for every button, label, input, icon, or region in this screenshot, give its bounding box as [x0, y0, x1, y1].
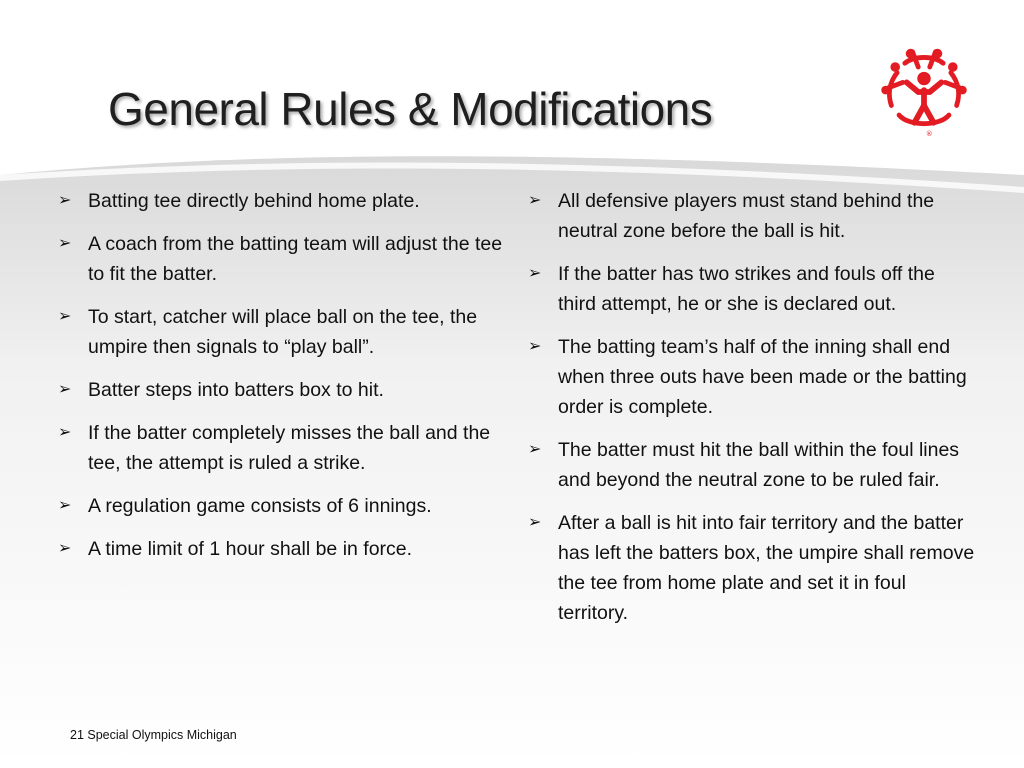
- bullet-text: If the batter completely misses the ball and the tee, the attempt is ruled a strike.: [88, 422, 491, 474]
- footer-organization: Special Olympics Michigan: [87, 728, 237, 742]
- list-item: [58, 186, 508, 216]
- bullet-text: A coach from the batting team will adjust the tee to fit the batter.: [88, 233, 503, 285]
- bullet-text: A time limit of 1 hour shall be in force.: [88, 538, 413, 560]
- arrow-bullet-icon: ➢: [58, 497, 72, 514]
- arrow-bullet-icon: ➢: [528, 514, 542, 531]
- list-item: [528, 508, 978, 628]
- arrow-bullet-icon: ➢: [528, 192, 542, 209]
- right-bullet-list: [528, 186, 978, 641]
- bullet-text: The batter must hit the ball within the foul lines and beyond the neutral zone to be ruled fair.: [558, 439, 960, 491]
- list-item: [528, 259, 978, 319]
- bullet-text: To start, catcher will place ball on the tee, the umpire then signals to “play ball”.: [88, 306, 478, 358]
- list-item: [58, 491, 508, 521]
- bullet-text: After a ball is hit into fair territory and the batter has left the batters box, the umpire shall remove the tee from home plate and set it in foul territory.: [558, 512, 975, 624]
- arrow-bullet-icon: ➢: [58, 192, 72, 209]
- arrow-bullet-icon: ➢: [58, 540, 72, 557]
- arrow-bullet-icon: ➢: [58, 235, 72, 252]
- list-item: [58, 229, 508, 289]
- list-item: [528, 332, 978, 422]
- bullet-text: A regulation game consists of 6 innings.: [88, 495, 432, 517]
- arrow-bullet-icon: ➢: [58, 381, 72, 398]
- svg-text:®: ®: [925, 130, 933, 139]
- bullet-text: If the batter has two strikes and fouls off the third attempt, he or she is declared out.: [558, 263, 935, 315]
- bullet-text: Batter steps into batters box to hit.: [88, 379, 384, 401]
- slide-title: General Rules & Modifications: [108, 83, 713, 135]
- list-item: [58, 534, 508, 564]
- list-item: [528, 186, 978, 246]
- arrow-bullet-icon: ➢: [528, 265, 542, 282]
- bullet-text: Batting tee directly behind home plate.: [88, 190, 420, 212]
- list-item: [58, 418, 508, 478]
- list-item: [58, 375, 508, 405]
- left-bullet-list: [58, 186, 508, 577]
- arrow-bullet-icon: ➢: [528, 338, 542, 355]
- bullet-text: The batting team’s half of the inning shall end when three outs have been made or the batting order is complete.: [558, 336, 967, 418]
- special-olympics-logo-icon: [876, 44, 972, 140]
- arrow-bullet-icon: ➢: [58, 424, 72, 441]
- list-item: [528, 435, 978, 495]
- arrow-bullet-icon: ➢: [58, 308, 72, 325]
- slide-footer: [70, 728, 237, 742]
- bullet-text: All defensive players must stand behind the neutral zone before the ball is hit.: [558, 190, 935, 242]
- list-item: [58, 302, 508, 362]
- page-number: 21: [70, 728, 84, 742]
- arrow-bullet-icon: ➢: [528, 441, 542, 458]
